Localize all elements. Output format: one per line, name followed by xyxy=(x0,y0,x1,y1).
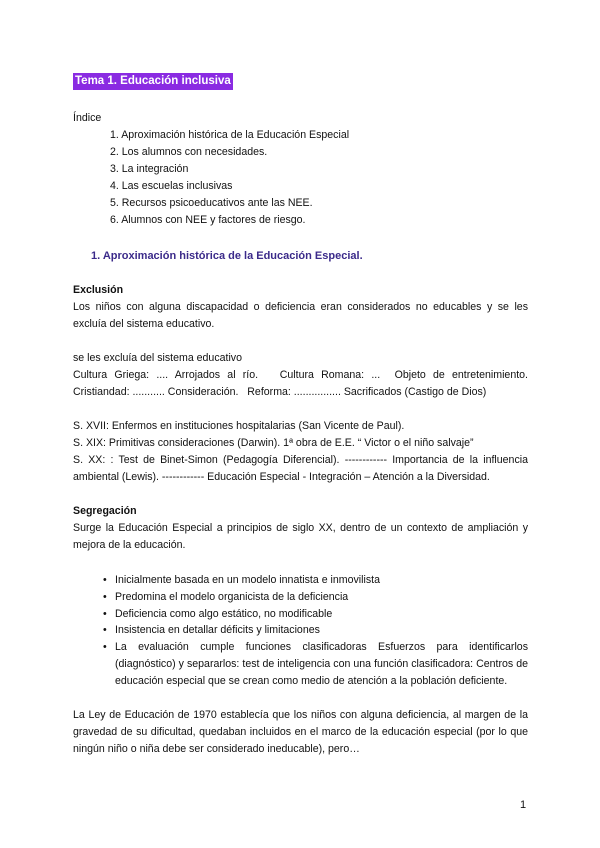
list-item: • Insistencia en detallar déficits y limitaciones xyxy=(103,622,528,639)
segregation-bullets xyxy=(103,572,528,690)
segregation-paragraph: Surge la Educación Especial a principios de siglo XX, dentro de un contexto de ampliación y mejora de la educación. xyxy=(73,522,528,551)
section-heading: 1. Aproximación histórica de la Educación Especial. xyxy=(91,250,363,262)
document-title: Tema 1. Educación inclusiva xyxy=(73,73,233,90)
page-number: 1 xyxy=(520,799,527,811)
toc-item: 6. Alumnos con NEE y factores de riesgo. xyxy=(110,214,306,226)
segregation-heading: Segregación xyxy=(73,505,137,517)
history-line: S. XVII: Enfermos en instituciones hospitalarias (San Vicente de Paul). xyxy=(73,420,405,432)
index-label: Índice xyxy=(73,112,102,124)
closing-paragraph: La Ley de Educación de 1970 establecía que los niños con alguna deficiencia, al margen de la gravedad de su dificultad, quedaban incluidos en el marco de la educación especial (por lo que ningún niño o niña debe ser considerado ineducable), pero… xyxy=(73,709,528,755)
list-item: • La evaluación cumple funciones clasificadoras Esfuerzos para identificarlos (diagnóstico) y separarlos: test de inteligencia con una función clasificadora: Centros de educación especial que se crean como medio de atención a la población deficiente. xyxy=(103,639,528,689)
list-item: • Predomina el modelo organicista de la deficiencia xyxy=(103,589,528,606)
history-line: S. XX: : Test de Binet-Simon (Pedagogía Diferencial). ------------ Importancia de la influencia ambiental (Lewis). ------------ Educación Especial - Integración – Atención a la Diversidad. xyxy=(73,454,528,483)
history-line: S. XIX: Primitivas consideraciones (Darwin). 1ª obra de E.E. “ Victor o el niño salvaje” xyxy=(73,437,474,449)
toc-item: 3. La integración xyxy=(110,163,189,175)
exclusion-paragraph: Los niños con alguna discapacidad o deficiencia eran considerados no educables y se les excluía del sistema educativo. xyxy=(73,301,528,330)
exclusion-line: se les excluía del sistema educativo xyxy=(73,352,242,364)
toc-item: 1. Aproximación histórica de la Educación Especial xyxy=(110,129,350,141)
list-item: • Inicialmente basada en un modelo innatista e inmovilista xyxy=(103,572,528,589)
table-of-contents xyxy=(110,127,349,229)
toc-item: 2. Los alumnos con necesidades. xyxy=(110,146,268,158)
toc-item: 4. Las escuelas inclusivas xyxy=(110,180,233,192)
exclusion-line: Cristiandad: ........... Consideración. Reforma: ................ Sacrificados (Castigo de Dios) xyxy=(73,386,487,398)
exclusion-heading: Exclusión xyxy=(73,284,124,296)
exclusion-line: Cultura Griega: .... Arrojados al río. Cultura Romana: ... Objeto de entretenimiento. xyxy=(73,369,528,381)
list-item: • Deficiencia como algo estático, no modificable xyxy=(103,606,528,623)
toc-item: 5. Recursos psicoeducativos ante las NEE. xyxy=(110,197,313,209)
